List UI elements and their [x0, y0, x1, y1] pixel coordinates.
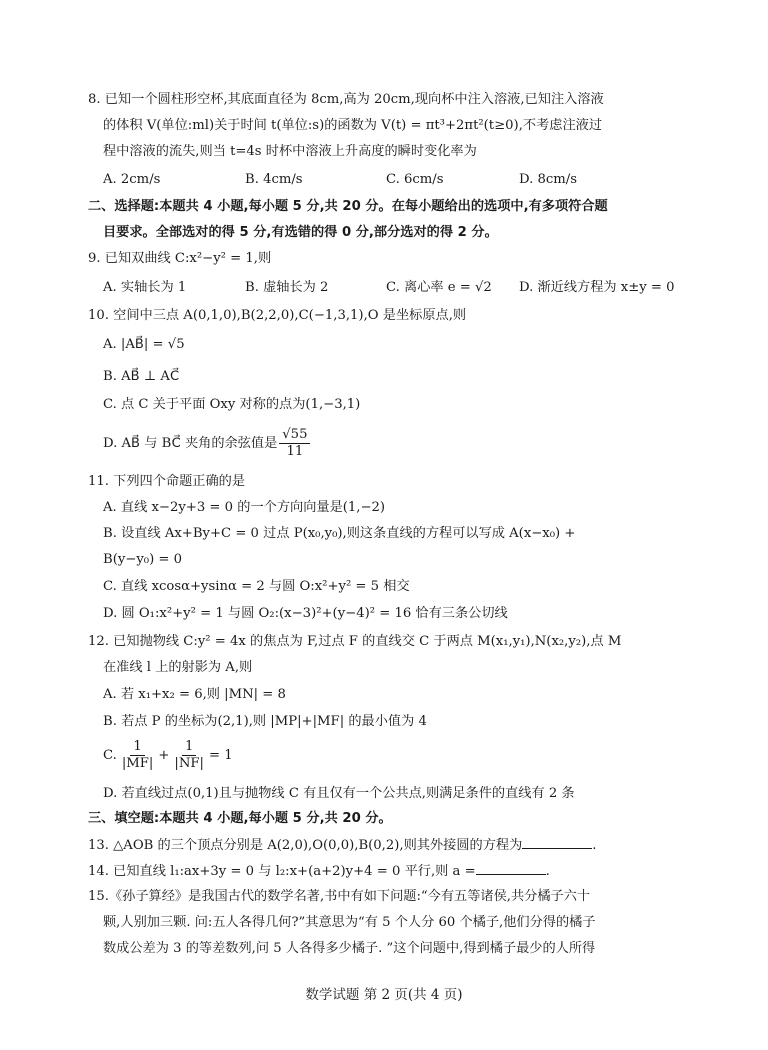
q8-option-b: B. 4cm/s — [245, 172, 303, 187]
q12-option-a: A. 若 x₁+x₂ = 6,则 |MN| = 8 — [103, 687, 286, 702]
answer-blank — [522, 834, 592, 849]
q10-option-d-fraction — [279, 427, 310, 460]
q14-period: . — [545, 864, 550, 879]
q11-option-b-line-1: B. 设直线 Ax+By+C = 0 过点 P(x₀,y₀),则这条直线的方程可以写成 A(x−x₀) + — [103, 526, 576, 541]
q8-option-c: C. 6cm/s — [386, 172, 444, 187]
q9-stem: 9. 已知双曲线 C:x²−y² = 1,则 — [88, 251, 272, 266]
q12-fraction-1 — [119, 739, 157, 772]
q12-option-c-suffix: = 1 — [209, 748, 233, 763]
section-3-heading: 三、填空题:本题共 4 小题,每小题 5 分,共 20 分。 — [88, 811, 392, 826]
page-footer: 数学试题 第 2 页(共 4 页) — [305, 987, 463, 1003]
q9-option-b: B. 虚轴长为 2 — [245, 280, 329, 295]
section-2-heading-line-2: 目要求。全部选对的得 5 分,有选错的得 0 分,部分选对的得 2 分。 — [103, 225, 498, 240]
q14 — [88, 860, 550, 883]
section-2-heading-line-1: 二、选择题:本题共 4 小题,每小题 5 分,共 20 分。在每小题给出的选项中,有多项符合题 — [88, 199, 608, 214]
q15-line-2: 颗,人别加三颗. 问:五人各得几何?”其意思为“有 5 个人分 60 个橘子,他们分得的橘子 — [103, 915, 596, 930]
q13-text: 13. △AOB 的三个顶点分别是 A(2,0),O(0,0),B(0,2),则其外接圆的方程为 — [88, 838, 523, 853]
q12-fraction-2 — [171, 739, 207, 772]
q12-line-2: 在准线 l 上的射影为 A,则 — [103, 660, 253, 675]
q9-option-a: A. 实轴长为 1 — [103, 280, 187, 295]
q14-text: 14. 已知直线 l₁:ax+3y = 0 与 l₂:x+(a+2)y+4 = 0 平行,则 a = — [88, 864, 476, 879]
q13 — [88, 834, 597, 857]
q8-line-1: 8. 已知一个圆柱形空杯,其底面直径为 8cm,高为 20cm,现向杯中注入溶液,已知注入溶液 — [88, 92, 604, 107]
q12-option-c — [103, 736, 233, 776]
q12-option-b: B. 若点 P 的坐标为(2,1),则 |MP|+|MF| 的最小值为 4 — [103, 714, 427, 729]
q11-option-a: A. 直线 x−2y+3 = 0 的一个方向向量是(1,−2) — [103, 500, 386, 515]
q8-option-a: A. 2cm/s — [103, 172, 161, 187]
q12-line-1: 12. 已知抛物线 C:y² = 4x 的焦点为 F,过点 F 的直线交 C 于两点 M(x₁,y₁),N(x₂,y₂),点 M — [88, 634, 622, 649]
q11-option-c: C. 直线 xcosα+ysinα = 2 与圆 O:x²+y² = 5 相交 — [103, 579, 410, 594]
fraction-numerator: √55 — [279, 427, 310, 444]
fraction-numerator: 1 — [130, 739, 144, 756]
fraction-numerator: 1 — [182, 739, 196, 756]
answer-blank — [476, 860, 546, 875]
q10-option-c: C. 点 C 关于平面 Oxy 对称的点为(1,−3,1) — [103, 397, 361, 412]
q8-option-d: D. 8cm/s — [519, 172, 577, 187]
q8-line-3: 程中溶液的流失,则当 t=4s 时杯中溶液上升高度的瞬时变化率为 — [103, 144, 477, 159]
plus-sign: + — [158, 748, 170, 763]
q12-option-c-prefix: C. — [103, 748, 117, 763]
q9-option-c: C. 离心率 e = √2 — [386, 280, 492, 295]
q12-option-d: D. 若直线过点(0,1)且与抛物线 C 有且仅有一个公共点,则满足条件的直线有 2 条 — [103, 786, 575, 801]
q11-option-d: D. 圆 O₁:x²+y² = 1 与圆 O₂:(x−3)²+(y−4)² = 16 恰有三条公切线 — [103, 606, 508, 621]
q10-option-d — [103, 424, 312, 464]
q10-option-d-text: D. AB⃗ 与 BC⃗ 夹角的余弦值是 — [103, 436, 278, 451]
q11-option-b-line-2: B(y−y₀) = 0 — [103, 552, 183, 567]
q15-line-1: 15.《孙子算经》是我国古代的数学名著,书中有如下问题:“今有五等诸侯,共分橘子六十 — [88, 889, 591, 904]
fraction-denominator: |MF| — [121, 756, 154, 771]
q10-option-a: A. |AB⃗| = √5 — [103, 337, 185, 352]
q10-stem: 10. 空间中三点 A(0,1,0),B(2,2,0),C(−1,3,1),O 是坐标原点,则 — [88, 308, 467, 323]
fraction-denominator: |NF| — [174, 756, 204, 771]
q9-option-d: D. 渐近线方程为 x±y = 0 — [519, 280, 675, 295]
q11-stem: 11. 下列四个命题正确的是 — [88, 474, 246, 489]
q10-option-b: B. AB⃗ ⊥ AC⃗ — [103, 369, 180, 384]
q15-line-3: 数成公差为 3 的等差数列,问 5 人各得多少橘子. ”这个问题中,得到橘子最少的人所得 — [103, 941, 596, 956]
q8-line-2: 的体积 V(单位:ml)关于时间 t(单位:s)的函数为 V(t) = πt³+2πt²(t≥0),不考虑注液过 — [103, 118, 603, 133]
fraction-denominator: 11 — [286, 444, 304, 459]
q13-period: . — [592, 838, 597, 853]
